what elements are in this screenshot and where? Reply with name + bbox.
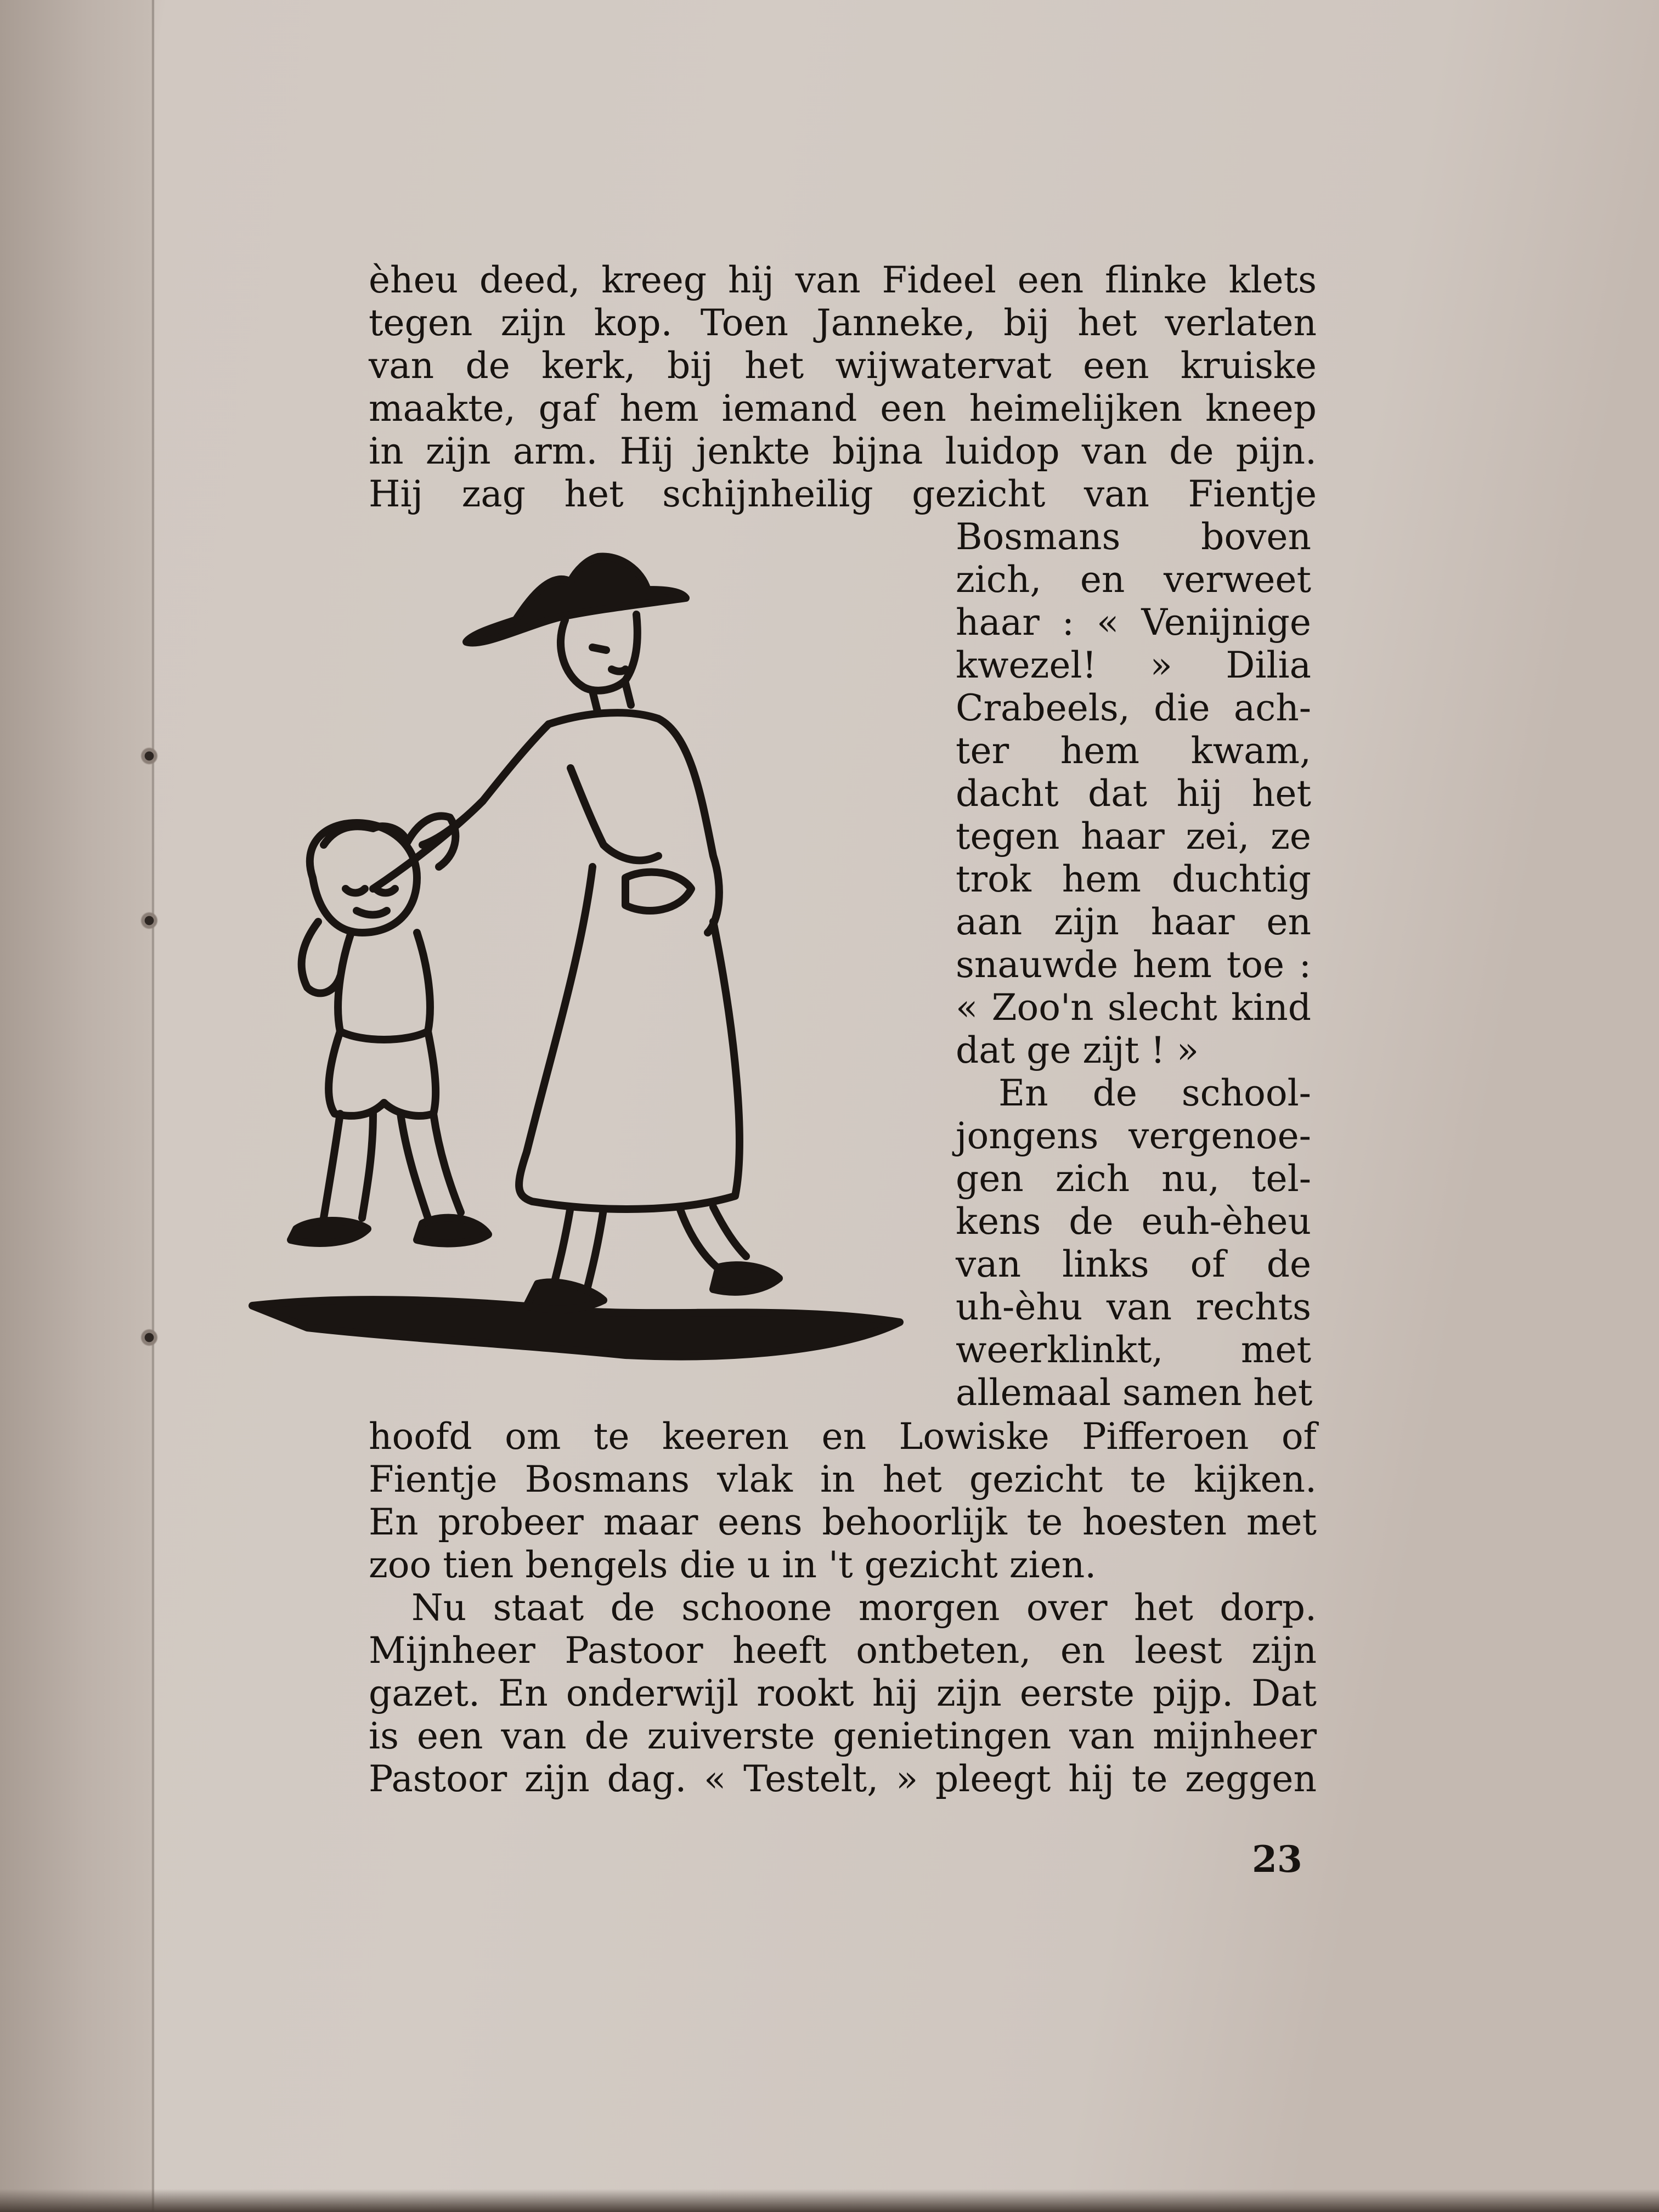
text-line: Bosmans boven [956,516,1311,558]
text-line: « Zoo'n slecht kind [956,986,1311,1029]
text-line: haar : « Venijnige [956,601,1311,644]
text-line: dat ge zijt ! » [956,1029,1199,1071]
text-line: dacht dat hij het [956,772,1311,815]
text-line: weerklinkt, met [956,1329,1311,1371]
text-line: uh-èhu van rechts [956,1286,1311,1328]
page-bottom-edge [0,2189,1659,2212]
text-line: ter hem kwam, [956,730,1311,772]
text-line: Hij zag het schijnheilig gezicht van Fientje [369,473,1317,515]
text-line: snauwde hem toe : [956,944,1311,986]
binding-stitch [138,911,160,930]
text-line: van links of de [956,1243,1311,1285]
book-gutter [151,0,155,2212]
text-line: hoofd om te keeren en Lowiske Pifferoen of [369,1415,1317,1458]
text-line: Pastoor zijn dag. « Testelt, » pleegt hij te zeggen [369,1758,1317,1800]
woman-pulling-boy-illustration [241,538,944,1393]
text-line: trok hem duchtig [956,858,1311,900]
text-line: van de kerk, bij het wijwatervat een kruiske [369,345,1317,387]
text-line: in zijn arm. Hij jenkte bijna luidop van de pijn. [369,430,1317,472]
text-line: tegen haar zei, ze [956,815,1311,857]
text-line: allemaal samen het [956,1372,1313,1414]
text-line: èheu deed, kreeg hij van Fideel een flinke klets [369,259,1317,301]
upper-paragraph [369,259,1317,516]
text-line: zoo tien bengels die u in 't gezicht zien. [369,1544,1097,1586]
side-column-text [956,516,1311,1414]
text-line: is een van de zuiverste genietingen van mijnheer [369,1715,1317,1757]
text-line: Mijnheer Pastoor heeft ontbeten, en leest zijn [369,1629,1317,1672]
text-line: jongens vergenoe- [956,1115,1311,1157]
left-page-edge [0,0,153,2212]
text-line: kens de euh-èheu [956,1200,1311,1243]
text-line: En probeer maar eens behoorlijk te hoesten met [369,1501,1317,1543]
text-line: Fientje Bosmans vlak in het gezicht te kijken. [369,1458,1317,1500]
text-line: kwezel! » Dilia [956,644,1311,686]
text-line: zich, en verweet [956,558,1311,601]
text-line: aan zijn haar en [956,901,1311,943]
text-line: Crabeels, die ach- [956,687,1311,729]
text-line: gen zich nu, tel- [956,1158,1311,1200]
text-line: En de school- [998,1072,1311,1114]
text-line: gazet. En onderwijl rookt hij zijn eerste pijp. Dat [369,1672,1317,1714]
page-number: 23 [1252,1838,1302,1881]
binding-stitch [138,746,160,766]
binding-stitch [138,1328,160,1347]
text-line: tegen zijn kop. Toen Janneke, bij het verlaten [369,302,1317,344]
text-line: maakte, gaf hem iemand een heimelijken kneep [369,387,1317,430]
lower-paragraph [369,1415,1317,1801]
text-line: Nu staat de schoone morgen over het dorp. [411,1587,1317,1629]
